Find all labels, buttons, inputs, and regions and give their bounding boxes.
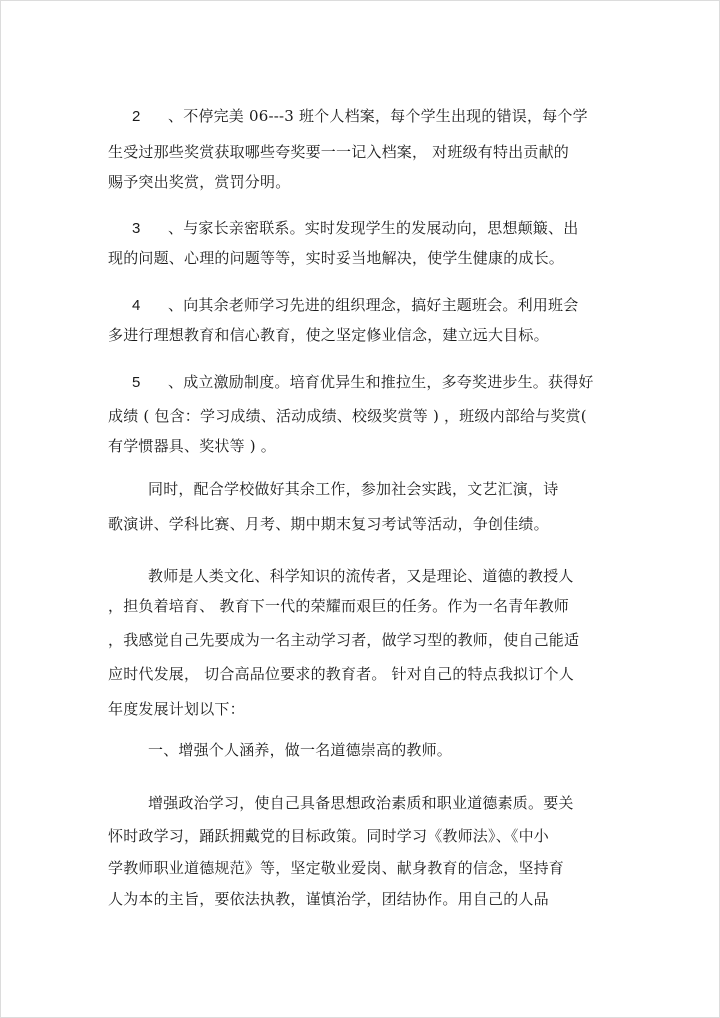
para-politics-line-4: 人为本的主旨，要依法执教，谨慎治学，团结协作。用自己的人品	[108, 890, 549, 908]
item-3-line-1: 3 、与家长亲密联系。实时发现学生的发展动向，思想颠簸、出	[108, 218, 578, 239]
item-4-number: 4	[132, 297, 141, 314]
para-teacher-line-1: 教师是人类文化、科学知识的流传者，又是理论、道德的教授人	[148, 567, 574, 585]
item-5-number: 5	[132, 374, 141, 391]
para-teacher-line-3: ，我感觉自己先要成为一名主动学习者，做学习型的教师，使自己能适	[108, 631, 580, 649]
para-cooperate-line-2: 歌演讲、学科比赛、月考、期中期末复习考试等活动，争创佳绩。	[108, 515, 549, 533]
para-teacher-line-2: ，担负着培育、 教育下一代的荣耀而艰巨的任务。作为一名青年教师	[108, 597, 569, 615]
item-4-line-1: 4 、向其余老师学习先进的组织理念，搞好主题班会。利用班会	[108, 295, 578, 316]
item-2-line-2: 生受过那些奖赏获取哪些夸奖要一一记入档案， 对班级有特出贡献的	[108, 143, 569, 161]
para-politics-line-1: 增强政治学习，使自己具备思想政治素质和职业道德素质。要关	[148, 794, 574, 812]
item-5-line-2: 成绩 ( 包含：学习成绩、活动成绩、校级奖赏等 ) ，班级内部给与奖赏(	[108, 407, 587, 425]
item-2-line-1: 2 、不停完美 06---3 班个人档案，每个学生出现的错误，每个学	[108, 106, 588, 127]
para-cooperate-line-1: 同时，配合学校做好其余工作，参加社会实践，文艺汇演，诗	[148, 480, 559, 498]
para-politics-line-2: 怀时政学习，踊跃拥戴党的目标政策。同时学习《教师法》、《中小	[108, 827, 550, 845]
para-teacher-line-4: 应时代发展， 切合高品位要求的教育者。 针对自己的特点我拟订个人	[108, 665, 574, 683]
item-2-line-3: 赐予突出奖赏，赏罚分明。	[108, 173, 291, 191]
item-3-line-2: 现的问题、心理的问题等等，实时妥当地解决，使学生健康的成长。	[108, 249, 565, 267]
item-2-number: 2	[132, 108, 141, 125]
item-3-number: 3	[132, 220, 141, 237]
item-5-line-1: 5 、成立激励制度。培育优异生和推拉生，多夸奖进步生。获得好	[108, 372, 594, 393]
para-teacher-line-5: 年度发展计划以下：	[108, 700, 245, 718]
item-4-line-2: 多进行理想教育和信心教育，使之坚定修业信念，建立远大目标。	[108, 326, 549, 344]
section-heading-one: 一、增强个人涵养，做一名道德崇高的教师。	[148, 741, 453, 759]
para-politics-line-3: 学教师职业道德规范》等，坚定敬业爱岗、献身教育的信念，坚持育	[108, 859, 565, 877]
item-5-line-3: 有学惯器具、奖状等 ) 。	[108, 437, 276, 455]
